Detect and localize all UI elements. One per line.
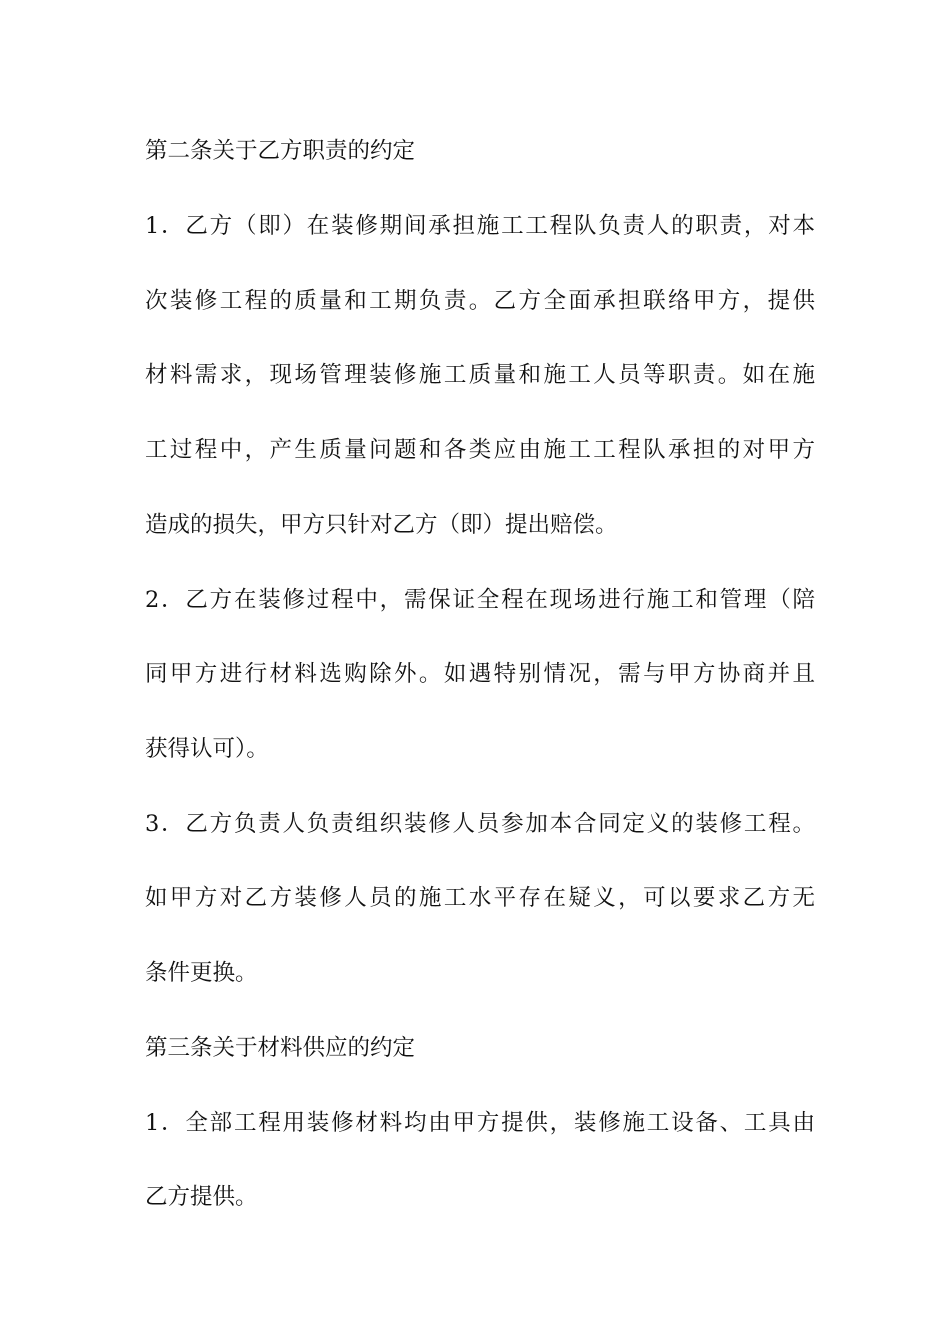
text-line: 条件更换。 (145, 960, 258, 986)
text-line: 材料需求，现场管理装修施工质量和施工人员等职责。如在施 (145, 362, 815, 388)
text-line: 如甲方对乙方装修人员的施工水平存在疑义，可以要求乙方无 (145, 885, 815, 911)
text-line: 1．乙方（即）在装修期间承担施工工程队负责人的职责，对本 (145, 213, 815, 239)
text-line: 获得认可）。 (145, 736, 269, 762)
section-heading-article-3: 第三条关于材料供应的约定 (145, 1035, 416, 1061)
section-heading-article-2: 第二条关于乙方职责的约定 (145, 138, 416, 164)
text-line: 次装修工程的质量和工期负责。乙方全面承担联络甲方，提供 (145, 288, 815, 314)
text-line: 1．全部工程用装修材料均由甲方提供，装修施工设备、工具由 (145, 1110, 815, 1136)
text-line: 2．乙方在装修过程中，需保证全程在现场进行施工和管理（陪 (145, 587, 815, 613)
text-line: 同甲方进行材料选购除外。如遇特别情况，需与甲方协商并且 (145, 661, 815, 687)
text-line: 造成的损失，甲方只针对乙方（即）提出赔偿。 (145, 512, 618, 538)
text-line: 3．乙方负责人负责组织装修人员参加本合同定义的装修工程。 (145, 811, 815, 837)
text-line: 乙方提供。 (145, 1184, 258, 1210)
text-line: 工过程中，产生质量问题和各类应由施工工程队承担的对甲方 (145, 437, 815, 463)
